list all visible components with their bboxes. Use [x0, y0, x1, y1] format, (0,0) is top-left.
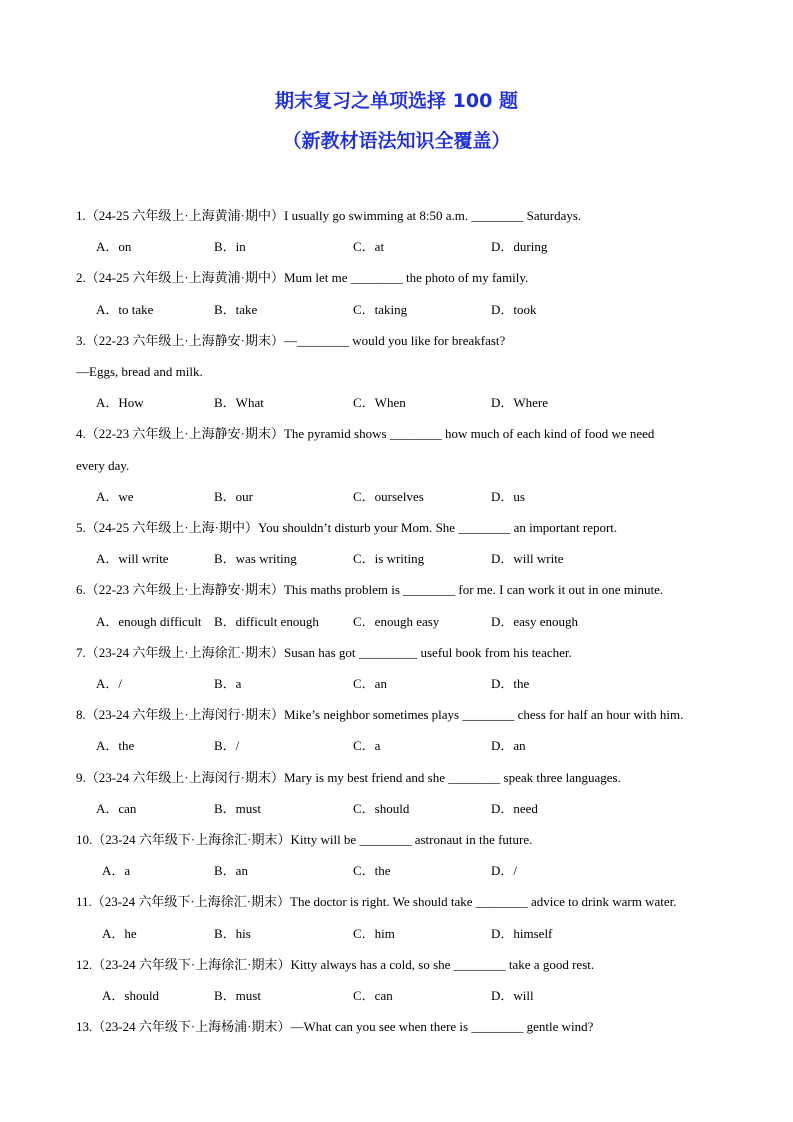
option-a: A．we — [96, 489, 134, 504]
question-text: 2.（24-25 六年级上·上海黄浦·期中）Mum let me ________ the photo of my family. — [76, 270, 529, 285]
option-c: C．a — [353, 738, 381, 753]
option-c: C．him — [353, 926, 395, 941]
question-text: 11.（23-24 六年级下·上海徐汇·期末）The doctor is right. We should take ________ advice to drink warm water. — [76, 894, 677, 909]
option-d: D．easy enough — [491, 614, 579, 629]
option-c: C．ourselves — [353, 489, 424, 504]
option-b: B．an — [214, 863, 248, 878]
option-b: B．a — [214, 676, 242, 691]
option-d: D．the — [491, 676, 530, 691]
option-a: A．he — [102, 926, 137, 941]
option-c: C．the — [353, 863, 391, 878]
option-d: D．us — [491, 489, 525, 504]
option-a: A．enough difficult — [96, 614, 202, 629]
option-a: A．on — [96, 239, 132, 254]
question-text: 6.（22-23 六年级上·上海静安·期末）This maths problem is ________ for me. I can work it out in one minute. — [76, 582, 664, 597]
option-d: D．during — [491, 239, 548, 254]
option-d: D．himself — [491, 926, 553, 941]
option-d: D．will write — [491, 551, 564, 566]
option-c: C．taking — [353, 302, 408, 317]
option-a: A．How — [96, 395, 144, 410]
question-text: 4.（22-23 六年级上·上海静安·期末）The pyramid shows ________ how much of each kind of food we need — [76, 426, 655, 441]
option-c: C．an — [353, 676, 387, 691]
option-a: A．will write — [96, 551, 169, 566]
option-b: B．was writing — [214, 551, 297, 566]
option-c: C．When — [353, 395, 406, 410]
option-b: B．take — [214, 302, 258, 317]
option-b: B．must — [214, 801, 261, 816]
question-text: 7.（23-24 六年级上·上海徐汇·期末）Susan has got _________ useful book from his teacher. — [76, 645, 572, 660]
option-c: C．can — [353, 988, 393, 1003]
option-b: B．What — [214, 395, 264, 410]
option-d: D．/ — [491, 863, 518, 878]
option-a: A．the — [96, 738, 135, 753]
option-c: C．should — [353, 801, 410, 816]
option-b: B．his — [214, 926, 251, 941]
question-text: 12.（23-24 六年级下·上海徐汇·期末）Kitty always has a cold, so she ________ take a good rest. — [76, 957, 595, 972]
page-subtitle: （新教材语法知识全覆盖） — [282, 130, 511, 152]
page-title: 期末复习之单项选择 100 题 — [275, 90, 518, 112]
question-text: 8.（23-24 六年级上·上海闵行·期末）Mike’s neighbor sometimes plays ________ chess for half an hour with him. — [76, 707, 684, 722]
option-d: D．an — [491, 738, 526, 753]
question-text: 5.（24-25 六年级上·上海·期中）You shouldn’t disturb your Mom. She ________ an important report. — [76, 520, 618, 535]
question-text: 13.（23-24 六年级下·上海杨浦·期末）—What can you see when there is ________ gentle wind? — [76, 1019, 594, 1034]
option-b: B．must — [214, 988, 261, 1003]
option-a: A．a — [102, 863, 131, 878]
question-text: 1.（24-25 六年级上·上海黄浦·期中）I usually go swimming at 8:50 a.m. ________ Saturdays. — [76, 208, 582, 223]
question-text: 3.（22-23 六年级上·上海静安·期末）—________ would you like for breakfast? — [76, 333, 506, 348]
question-continuation: every day. — [76, 458, 130, 473]
question-text: 9.（23-24 六年级上·上海闵行·期末）Mary is my best friend and she ________ speak three languages. — [76, 770, 621, 785]
question-text: 10.（23-24 六年级下·上海徐汇·期末）Kitty will be ________ astronaut in the future. — [76, 832, 533, 847]
option-c: C．enough easy — [353, 614, 440, 629]
option-a: A．to take — [96, 302, 154, 317]
option-c: C．at — [353, 239, 385, 254]
option-c: C．is writing — [353, 551, 425, 566]
option-b: B．/ — [214, 738, 240, 753]
option-b: B．difficult enough — [214, 614, 319, 629]
option-a: A．/ — [96, 676, 123, 691]
option-b: B．our — [214, 489, 254, 504]
option-d: D．took — [491, 302, 537, 317]
option-a: A．should — [102, 988, 160, 1003]
question-continuation: —Eggs, bread and milk. — [76, 364, 203, 379]
option-b: B．in — [214, 239, 246, 254]
option-a: A．can — [96, 801, 137, 816]
option-d: D．will — [491, 988, 534, 1003]
option-d: D．Where — [491, 395, 549, 410]
option-d: D．need — [491, 801, 538, 816]
